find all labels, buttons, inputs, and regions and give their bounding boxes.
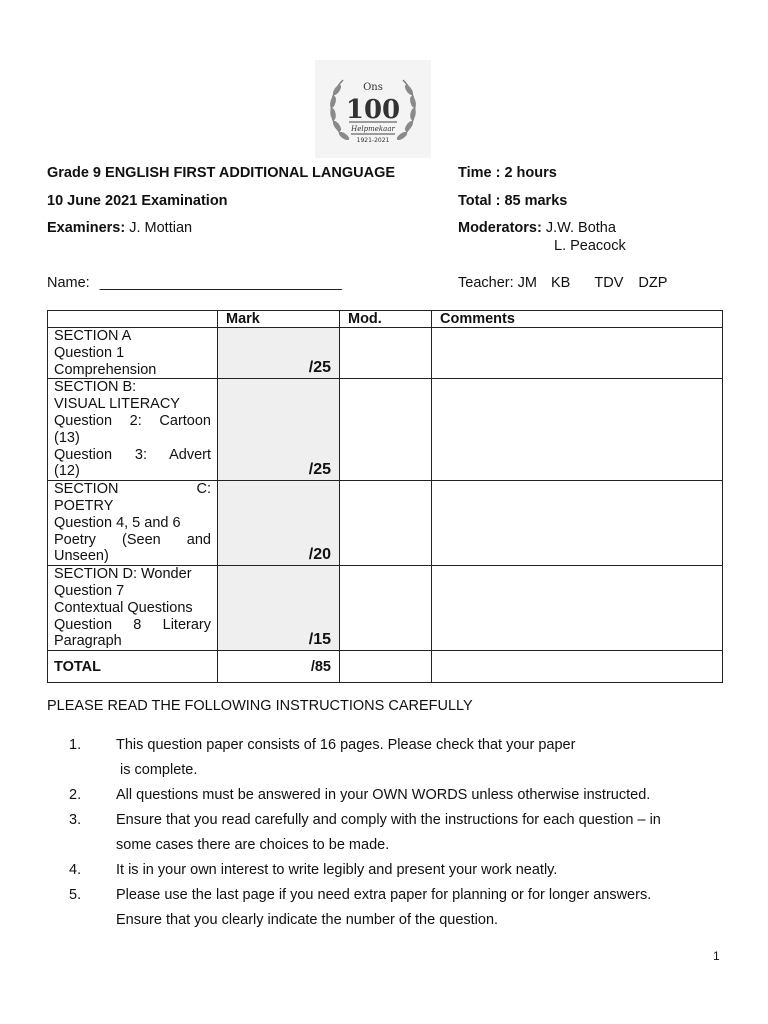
section-cell: SECTION A Question 1 Comprehension	[48, 328, 218, 379]
table-header-row	[48, 311, 723, 328]
teacher-option[interactable]: DZP	[638, 275, 668, 291]
teacher-label: Teacher: JM	[458, 275, 537, 291]
moderators-value-1: J.W. Botha	[541, 220, 616, 236]
exam-date: 10 June 2021 Examination	[47, 193, 228, 209]
moderators-value-2: L. Peacock	[554, 238, 626, 254]
list-item: 2. All questions must be answered in your OWN WORDS unless otherwise instructed.	[47, 783, 707, 808]
teacher-field	[458, 275, 667, 291]
svg-text:Helpmekaar: Helpmekaar	[351, 125, 395, 133]
comments-cell[interactable]	[432, 379, 723, 481]
section-cell: SECTION D: Wonder Question 7 Contextual Questions Question 8 Literary Paragraph	[48, 566, 218, 651]
mod-cell[interactable]	[340, 379, 432, 481]
item-number: 5.	[69, 887, 82, 903]
moderators-label: Moderators:	[458, 220, 542, 236]
name-line[interactable]: ______________________________	[99, 275, 342, 291]
section-cell: SECTION C: POETRY Question 4, 5 and 6 Poetry (Seen and Unseen)	[48, 481, 218, 566]
comments-cell[interactable]	[432, 651, 723, 683]
instructions-heading: PLEASE READ THE FOLLOWING INSTRUCTIONS CAREFULLY	[47, 698, 473, 714]
marks-table	[47, 310, 723, 683]
svg-text:100: 100	[345, 95, 401, 125]
total-label: TOTAL	[48, 651, 218, 683]
list-item: 1. This question paper consists of 16 pages. Please check that your paper is complete.	[47, 733, 707, 783]
helpmekaar-100-logo	[315, 60, 431, 158]
list-item: 5. Please use the last page if you need extra paper for planning or for longer answers. Ensure that you clearly indicate the number of the question.	[47, 883, 707, 933]
mark-total: /25	[308, 359, 331, 377]
comments-cell[interactable]	[432, 328, 723, 379]
table-total-row	[48, 651, 723, 683]
item-number: 2.	[69, 787, 82, 803]
header-cell: Mark	[218, 311, 340, 328]
table-row	[48, 566, 723, 651]
exam-title: Grade 9 ENGLISH FIRST ADDITIONAL LANGUAGE	[47, 165, 396, 181]
mark-cell[interactable]	[218, 481, 340, 566]
table-row	[48, 481, 723, 566]
total-mark[interactable]: /85	[218, 651, 340, 683]
table-row	[48, 379, 723, 481]
table-row	[48, 328, 723, 379]
svg-text:Ons: Ons	[363, 82, 383, 93]
mark-total: /25	[308, 461, 331, 479]
instructions-list	[47, 733, 707, 933]
svg-text:1921-2021: 1921-2021	[356, 137, 390, 144]
list-item: 3. Ensure that you read carefully and comply with the instructions for each question – in some cases there are choices to be made.	[47, 808, 707, 858]
item-number: 1.	[69, 737, 82, 753]
mod-cell[interactable]	[340, 566, 432, 651]
item-number: 3.	[69, 812, 82, 828]
teacher-option[interactable]: TDV	[594, 275, 624, 291]
examiners-label: Examiners:	[47, 220, 126, 236]
examiners	[47, 220, 192, 236]
mark-total: /15	[308, 631, 331, 649]
moderators	[458, 220, 616, 236]
examiners-value: J. Mottian	[125, 220, 193, 236]
page-number: 1	[713, 949, 720, 963]
mark-cell[interactable]	[218, 328, 340, 379]
mark-cell[interactable]	[218, 379, 340, 481]
name-field	[47, 275, 342, 291]
item-number: 4.	[69, 862, 82, 878]
header-cell: Mod.	[340, 311, 432, 328]
mark-total: /20	[308, 546, 331, 564]
mark-cell[interactable]	[218, 566, 340, 651]
teacher-option[interactable]: KB	[551, 275, 571, 291]
header-cell	[48, 311, 218, 328]
mod-cell[interactable]	[340, 328, 432, 379]
exam-time: Time : 2 hours	[458, 165, 557, 181]
comments-cell[interactable]	[432, 566, 723, 651]
comments-cell[interactable]	[432, 481, 723, 566]
mod-cell[interactable]	[340, 481, 432, 566]
list-item: 4. It is in your own interest to write legibly and present your work neatly.	[47, 858, 707, 883]
exam-total: Total : 85 marks	[458, 193, 568, 209]
mod-cell[interactable]	[340, 651, 432, 683]
section-cell: SECTION B: VISUAL LITERACY Question 2: Cartoon (13) Question 3: Advert (12)	[48, 379, 218, 481]
name-label: Name:	[47, 275, 90, 291]
header-cell: Comments	[432, 311, 723, 328]
